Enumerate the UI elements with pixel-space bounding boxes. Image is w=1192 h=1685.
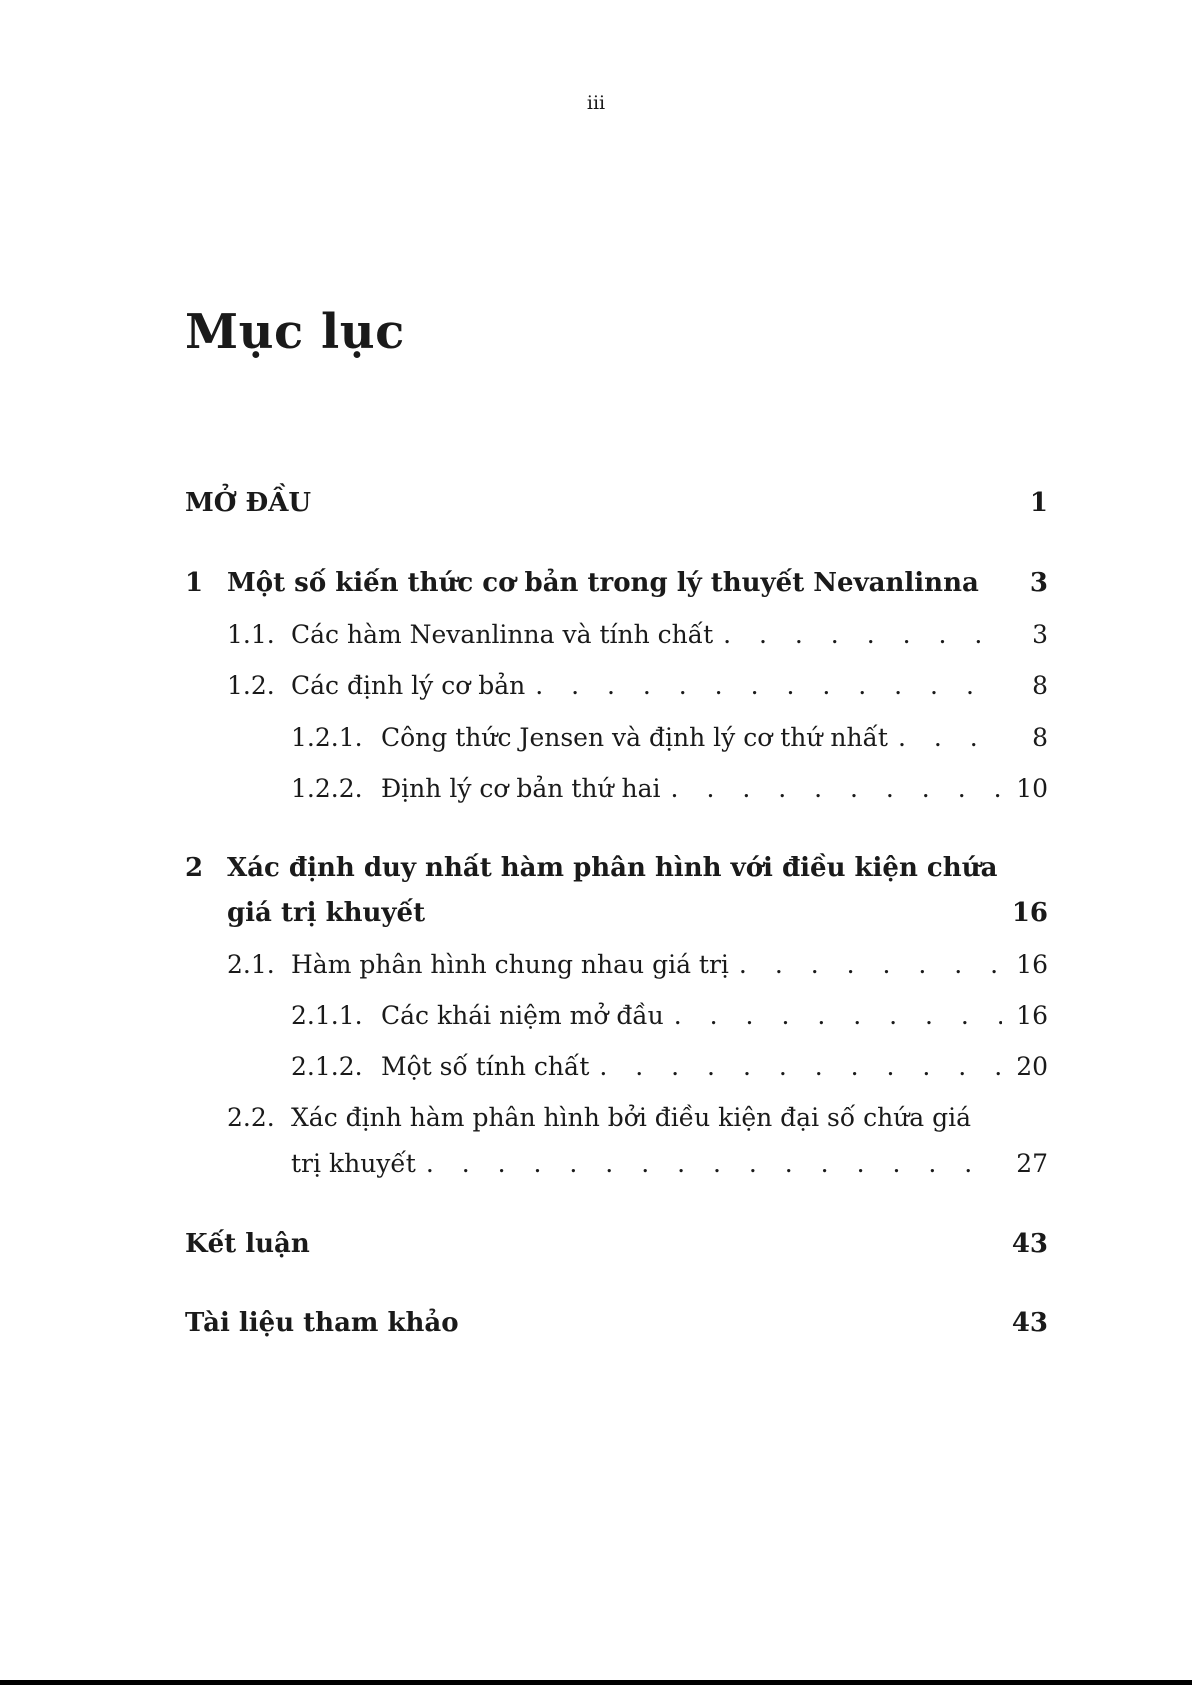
dot-leader bbox=[416, 1151, 1002, 1176]
section-number: 2.2. bbox=[227, 1103, 275, 1132]
toc-entry-section-2-2-continued[interactable] bbox=[291, 1151, 1048, 1176]
toc-entry-label: Tài liệu tham khảo bbox=[185, 1308, 459, 1338]
dot-leader bbox=[729, 952, 1002, 977]
toc-entry-subsection-1-2-1[interactable] bbox=[291, 725, 1048, 750]
toc-entry-label: Định lý cơ bản thứ hai bbox=[381, 774, 661, 803]
page-number: iii bbox=[586, 92, 606, 114]
toc-entry-page: 43 bbox=[1011, 1229, 1048, 1259]
toc-entry-page: 3 bbox=[1032, 620, 1048, 649]
bottom-edge bbox=[0, 1680, 1192, 1685]
toc-entry-references[interactable] bbox=[185, 1310, 1048, 1336]
toc-entry-section-2-2[interactable] bbox=[227, 1105, 1048, 1130]
dot-leader bbox=[888, 725, 1004, 750]
toc-entry-label: Kết luận bbox=[185, 1229, 310, 1259]
toc-entry-label: Một số kiến thức cơ bản trong lý thuyết Nevanlinna bbox=[227, 568, 979, 598]
chapter-number: 2 bbox=[185, 853, 204, 883]
toc-entry-label: Hàm phân hình chung nhau giá trị bbox=[291, 950, 729, 979]
toc-entry-page: 3 bbox=[1029, 568, 1048, 598]
toc-entry-label: Các hàm Nevanlinna và tính chất bbox=[291, 620, 714, 649]
toc-entry-label: Công thức Jensen và định lý cơ thứ nhất bbox=[381, 723, 888, 752]
dot-leader bbox=[664, 1003, 1002, 1028]
toc-entry-label: giá trị khuyết bbox=[227, 898, 426, 928]
page-title: Mục lục bbox=[185, 304, 405, 360]
subsection-number: 1.2.1. bbox=[291, 723, 363, 752]
toc-entry-page: 27 bbox=[1016, 1149, 1048, 1178]
toc-entry-subsection-2-1-2[interactable] bbox=[291, 1054, 1048, 1079]
toc-entry-conclusion[interactable] bbox=[185, 1231, 1048, 1257]
toc-entry-page: 10 bbox=[1016, 774, 1048, 803]
toc-entry-page: 16 bbox=[1011, 898, 1048, 928]
toc-entry-page: 16 bbox=[1016, 950, 1048, 979]
toc-entry-section-1-1[interactable] bbox=[227, 622, 1048, 647]
subsection-number: 2.1.1. bbox=[291, 1001, 363, 1030]
toc-entry-page: 20 bbox=[1016, 1052, 1048, 1081]
toc-entry-label: Các khái niệm mở đầu bbox=[381, 1001, 664, 1030]
toc-entry-page: 16 bbox=[1016, 1001, 1048, 1030]
dot-leader bbox=[525, 673, 1004, 698]
toc-entry-section-2-1[interactable] bbox=[227, 952, 1048, 977]
toc-entry-page: 43 bbox=[1011, 1308, 1048, 1338]
toc-entry-subsection-1-2-2[interactable] bbox=[291, 776, 1048, 801]
section-number: 2.1. bbox=[227, 950, 275, 979]
subsection-number: 1.2.2. bbox=[291, 774, 363, 803]
toc-entry-chapter-2-continued[interactable] bbox=[227, 900, 1048, 926]
toc-entry-label: Các định lý cơ bản bbox=[291, 671, 526, 700]
toc-entry-label: MỞ ĐẦU bbox=[185, 488, 312, 518]
toc-entry-chapter-2[interactable] bbox=[185, 855, 1048, 881]
toc-entry-subsection-2-1-1[interactable] bbox=[291, 1003, 1048, 1028]
toc-entry-label: Một số tính chất bbox=[381, 1052, 590, 1081]
subsection-number: 2.1.2. bbox=[291, 1052, 363, 1081]
toc-entry-label: Xác định hàm phân hình bởi điều kiện đại số chứa giá bbox=[291, 1103, 972, 1132]
section-number: 1.1. bbox=[227, 620, 275, 649]
toc-entry-page: 8 bbox=[1032, 723, 1048, 752]
section-number: 1.2. bbox=[227, 671, 275, 700]
toc-entry-label: Xác định duy nhất hàm phân hình với điều kiện chứa bbox=[227, 853, 998, 883]
dot-leader bbox=[661, 776, 1003, 801]
toc-entry-page: 1 bbox=[1029, 488, 1048, 518]
toc-entry-chapter-1[interactable] bbox=[185, 570, 1048, 596]
toc-entry-page: 8 bbox=[1032, 671, 1048, 700]
toc-entry-label: trị khuyết bbox=[291, 1149, 416, 1178]
chapter-number: 1 bbox=[185, 568, 204, 598]
toc-entry-intro[interactable] bbox=[185, 490, 1048, 516]
dot-leader bbox=[589, 1054, 1002, 1079]
dot-leader bbox=[713, 622, 1004, 647]
toc-entry-section-1-2[interactable] bbox=[227, 673, 1048, 698]
